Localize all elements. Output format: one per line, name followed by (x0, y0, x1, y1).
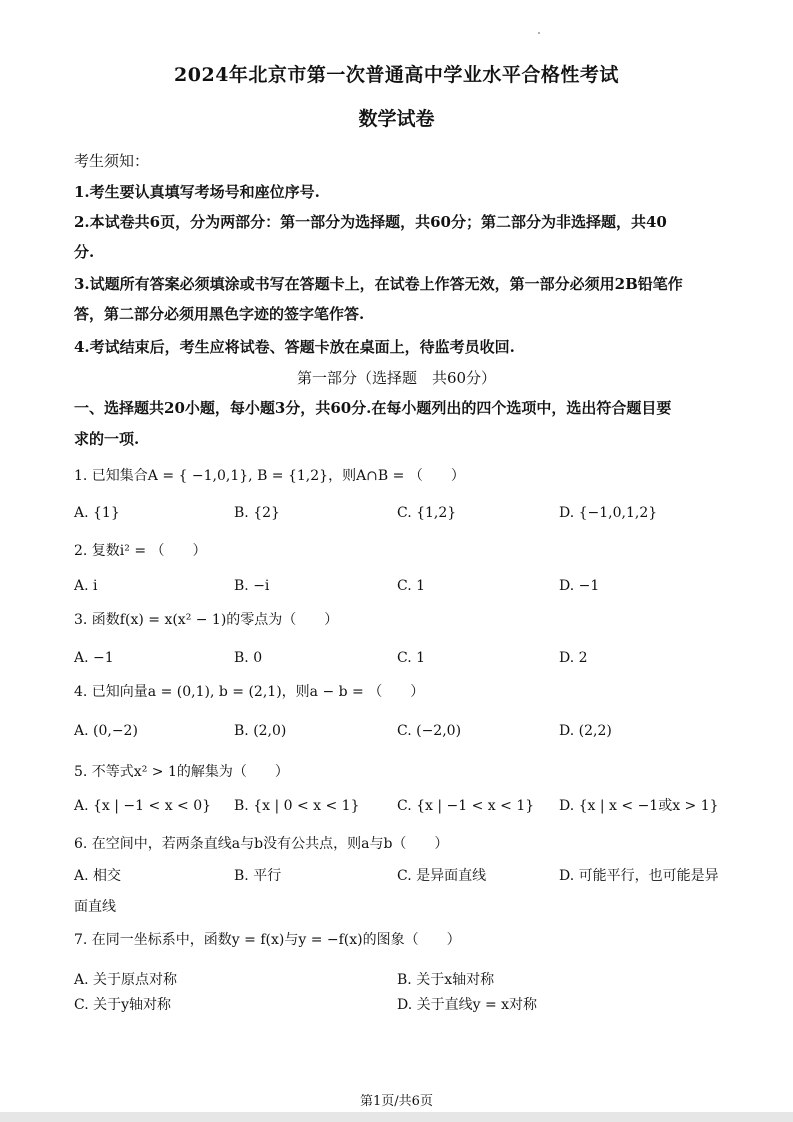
question-2-option-d: D. −1 (559, 578, 600, 594)
part1-heading: 第一部分（选择题 共60分） (296, 369, 497, 387)
question-5-option-c: C. {x | −1 < x < 1} (397, 798, 535, 814)
part1-instruction: 一、选择题共20小题，每小题3分，共60分.在每小题列出的四个选项中，选出符合题目要 (74, 399, 672, 417)
notice-heading: 考生须知： (74, 152, 150, 170)
notice-item-1: 1.考生要认真填写考场号和座位序号. (74, 183, 320, 201)
question-2-option-c: C. 1 (397, 578, 426, 594)
question-7-option-c: C. 关于y轴对称 (74, 997, 172, 1013)
question-2-option-b: B. −i (234, 578, 270, 594)
notice-item-2-cont: 分. (74, 243, 95, 261)
question-6-option-d-cont: 面直线 (74, 899, 116, 915)
notice-item-2: 2.本试卷共6页，分为两部分：第一部分为选择题，共60分；第二部分为非选择题，共40 (74, 213, 667, 231)
question-1-option-a: A. {1} (74, 505, 120, 521)
question-4-option-c: C. (−2,0) (397, 723, 462, 739)
question-2-stem: 2. 复数i² = （ ） (74, 543, 207, 559)
question-6-option-c: C. 是异面直线 (397, 868, 487, 884)
question-7-option-a: A. 关于原点对称 (74, 972, 178, 988)
question-4-option-a: A. (0,−2) (74, 723, 138, 739)
page-number: 第1页/共6页 (360, 1094, 433, 1109)
scan-bottom-edge (0, 1112, 793, 1122)
question-5-option-d: D. {x | x < −1或x > 1} (559, 798, 719, 814)
question-3-option-d: D. 2 (559, 650, 588, 666)
question-6-option-d: D. 可能平行，也可能是异 (559, 868, 719, 884)
scan-speck (538, 32, 540, 34)
question-2-option-a: A. i (74, 578, 98, 594)
question-5-option-b: B. {x | 0 < x < 1} (234, 798, 360, 814)
exam-title: 2024年北京市第一次普通高中学业水平合格性考试 (174, 64, 619, 86)
question-7-option-b: B. 关于x轴对称 (397, 972, 495, 988)
question-7-stem: 7. 在同一坐标系中，函数y = f(x)与y = −f(x)的图象（ ） (74, 932, 461, 948)
question-1-option-c: C. {1,2} (397, 505, 457, 521)
question-3-option-a: A. −1 (74, 650, 114, 666)
part1-instruction-cont: 求的一项. (74, 430, 140, 448)
notice-item-3-cont: 答，第二部分必须用黑色字迹的签字笔作答. (74, 305, 365, 323)
question-4-stem: 4. 已知向量a = (0,1), b = (2,1)，则a − b = （ ） (74, 684, 425, 700)
question-1-stem: 1. 已知集合A = { −1,0,1}, B = {1,2}，则A∩B = （ ） (74, 468, 465, 484)
question-3-option-c: C. 1 (397, 650, 426, 666)
question-3-stem: 3. 函数f(x) = x(x² − 1)的零点为（ ） (74, 612, 339, 628)
question-4-option-d: D. (2,2) (559, 723, 612, 739)
notice-item-3: 3.试题所有答案必须填涂或书写在答题卡上，在试卷上作答无效，第一部分必须用2B铅笔作 (74, 275, 683, 293)
question-6-option-a: A. 相交 (74, 868, 122, 884)
notice-item-4: 4.考试结束后，考生应将试卷、答题卡放在桌面上，待监考员收回. (74, 338, 515, 356)
question-5-option-a: A. {x | −1 < x < 0} (74, 798, 212, 814)
question-5-stem: 5. 不等式x² > 1的解集为（ ） (74, 764, 289, 780)
question-7-option-d: D. 关于直线y = x对称 (397, 997, 538, 1013)
question-4-option-b: B. (2,0) (234, 723, 287, 739)
question-1-option-b: B. {2} (234, 505, 280, 521)
question-6-stem: 6. 在空间中，若两条直线a与b没有公共点，则a与b（ ） (74, 836, 449, 852)
question-6-option-b: B. 平行 (234, 868, 282, 884)
question-1-option-d: D. {−1,0,1,2} (559, 505, 658, 521)
question-3-option-b: B. 0 (234, 650, 263, 666)
exam-subtitle: 数学试卷 (358, 108, 435, 130)
